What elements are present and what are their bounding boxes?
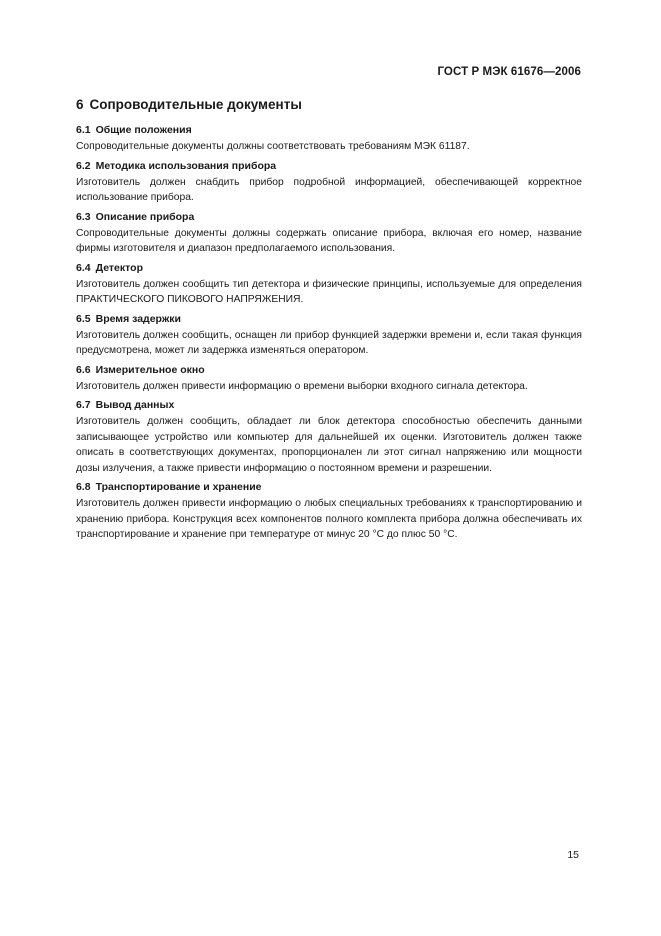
subsection-title: Описание прибора bbox=[95, 210, 195, 223]
section-title-text: Сопроводительные документы bbox=[89, 97, 302, 112]
subsection-text: Сопроводительные документы должны соответствовать требованиям МЭК 61187. bbox=[76, 141, 470, 152]
subsection-heading bbox=[76, 211, 582, 224]
subsection-title: Детектор bbox=[95, 261, 143, 274]
subsection-title: Общие положения bbox=[95, 124, 192, 136]
subsection-6-8 bbox=[76, 481, 582, 543]
subsection-title: Методика использования прибора bbox=[95, 159, 277, 172]
subsection-number: 6.2 bbox=[76, 159, 91, 172]
subsection-number: 6.4 bbox=[76, 261, 91, 274]
subsection-text: Изготовитель должен привести информацию о любых специальных требованиях к транспортированию и хранению прибора. Конструкция всех компонентов полного комплекта прибора должна обеспечивать их транспортирование и хранение при температуре от минус 20 °С до плюс 50 °С. bbox=[76, 498, 582, 540]
subsection-6-7 bbox=[76, 399, 582, 476]
subsection-title: Транспортирование и хранение bbox=[95, 481, 262, 493]
section-heading bbox=[76, 97, 582, 113]
section-number: 6 bbox=[76, 97, 84, 112]
subsection-6-6 bbox=[76, 364, 582, 395]
document-code: ГОСТ Р МЭК 61676—2006 bbox=[437, 66, 581, 78]
subsection-heading bbox=[76, 124, 582, 137]
subsection-number: 6.5 bbox=[76, 312, 91, 325]
subsection-heading bbox=[76, 160, 582, 173]
subsection-number: 6.6 bbox=[76, 363, 91, 376]
subsection-6-3 bbox=[76, 211, 582, 257]
subsection-heading bbox=[76, 481, 582, 494]
subsection-text: Изготовитель должен сообщить тип детектора и физические принципы, используемые для определения ПРАКТИЧЕСКОГО ПИКОВОГО НАПРЯЖЕНИЯ. bbox=[76, 278, 582, 305]
subsection-6-1 bbox=[76, 124, 582, 155]
subsection-heading bbox=[76, 262, 582, 275]
subsection-number: 6.7 bbox=[76, 399, 91, 411]
subsection-text: Изготовитель должен снабдить прибор подробной информацией, обеспечивающей корректное использование прибора. bbox=[76, 176, 582, 203]
subsection-title: Измерительное окно bbox=[95, 363, 205, 376]
subsection-number: 6.1 bbox=[76, 124, 91, 136]
subsection-title: Время задержки bbox=[95, 312, 181, 325]
subsection-title: Вывод данных bbox=[95, 399, 175, 411]
page-content bbox=[76, 97, 582, 548]
subsection-text: Изготовитель должен сообщить, обладает ли блок детектора способностью обеспечить данными записывающее устройство или компьютер для дальнейшей их оценки. Изготовитель должен также описать в соответствующих документах, пропорционален ли этот сигнал напряжению или мощности дозы излучения, а также привести информацию о постоянном времени и разрешении. bbox=[76, 416, 582, 474]
subsection-heading bbox=[76, 399, 582, 412]
subsection-text: Изготовитель должен сообщить, оснащен ли прибор функцией задержки времени и, если такая функция предусмотрена, может ли задержка изменяться оператором. bbox=[76, 329, 582, 356]
subsection-heading bbox=[76, 313, 582, 326]
subsection-6-5 bbox=[76, 313, 582, 359]
subsection-text: Изготовитель должен привести информацию о времени выборки входного сигнала детектора. bbox=[76, 380, 528, 392]
subsection-heading bbox=[76, 364, 582, 377]
subsection-6-4 bbox=[76, 262, 582, 308]
subsection-number: 6.3 bbox=[76, 210, 91, 223]
subsection-6-2 bbox=[76, 160, 582, 206]
subsection-number: 6.8 bbox=[76, 481, 91, 493]
page-number: 15 bbox=[567, 849, 579, 861]
subsection-text: Сопроводительные документы должны содержать описание прибора, включая его номер, название фирмы изготовителя и диапазон предполагаемого использования. bbox=[76, 227, 582, 254]
